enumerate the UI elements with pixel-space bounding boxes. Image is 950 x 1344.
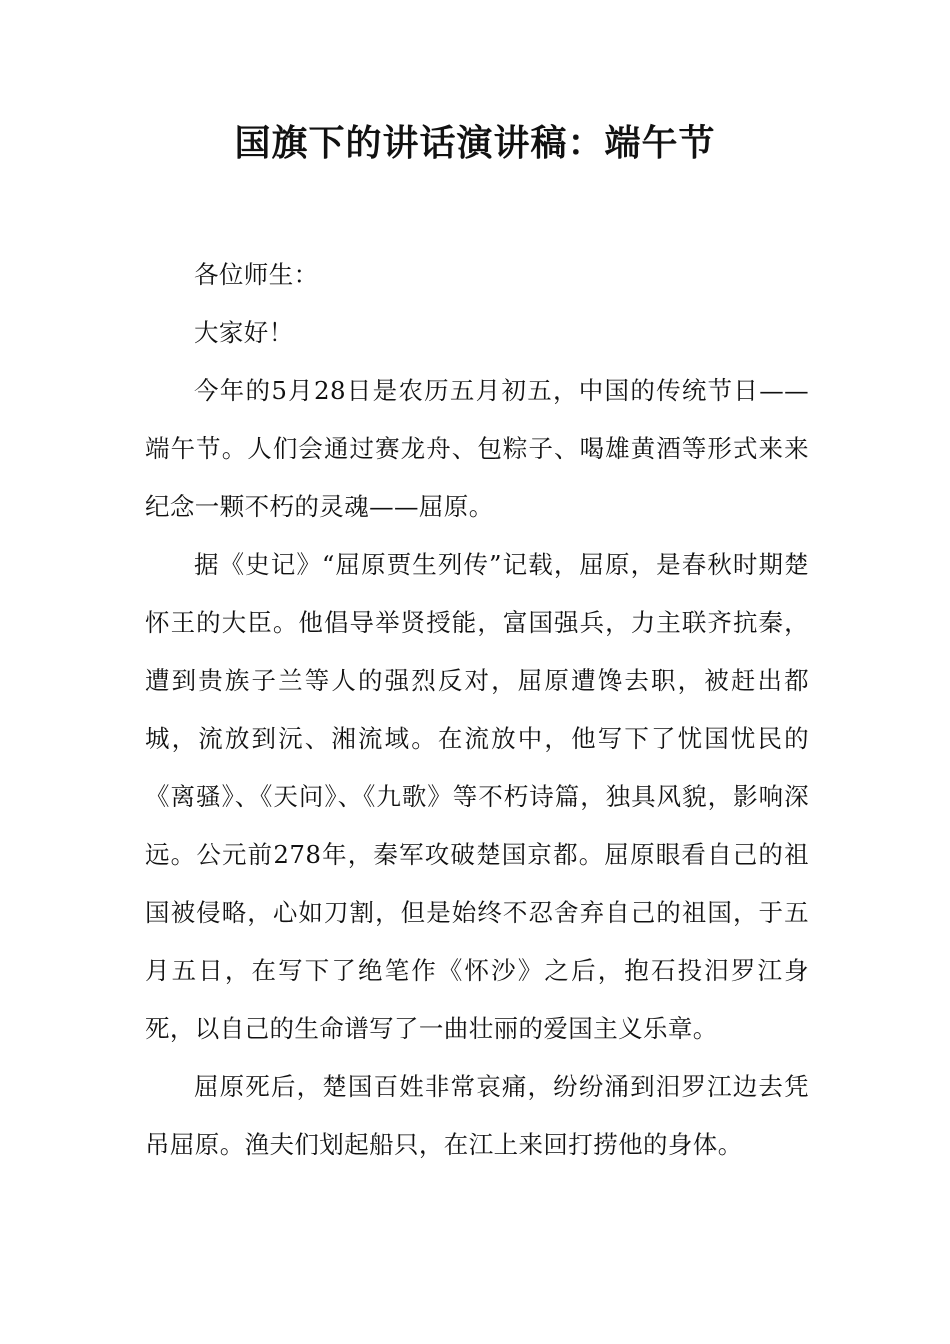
paragraph-intro: 今年的5月28日是农历五月初五，中国的传统节日——端午节。人们会通过赛龙舟、包粽子、喝雄黄酒等形式来来纪念一颗不朽的灵魂——屈原。 (145, 376, 809, 521)
salutation: 各位师生： (194, 260, 319, 289)
document-body (145, 246, 809, 1174)
document-title: 国旗下的讲话演讲稿：端午节 (234, 123, 716, 164)
greeting: 大家好！ (194, 318, 294, 347)
paragraph-history: 据《史记》“屈原贾生列传”记载，屈原，是春秋时期楚怀王的大臣。他倡导举贤授能，富国强兵，力主联齐抗秦，遭到贵族子兰等人的强烈反对，屈原遭馋去职，被赶出都城，流放到沅、湘流域。在流放中，他写下了忧国忧民的《离骚》、《天问》、《九歌》等不朽诗篇，独具风貌，影响深远。公元前278年，秦军攻破楚国京都。屈原眼看自己的祖国被侵略，心如刀割，但是始终不忍舍弃自己的祖国，于五月五日，在写下了绝笔作《怀沙》之后，抱石投汨罗江身死，以自己的生命谱写了一曲壮丽的爱国主义乐章。 (145, 550, 809, 1043)
paragraph-mourning: 屈原死后，楚国百姓非常哀痛，纷纷涌到汨罗江边去凭吊屈原。渔夫们划起船只，在江上来回打捞他的身体。 (145, 1072, 809, 1159)
